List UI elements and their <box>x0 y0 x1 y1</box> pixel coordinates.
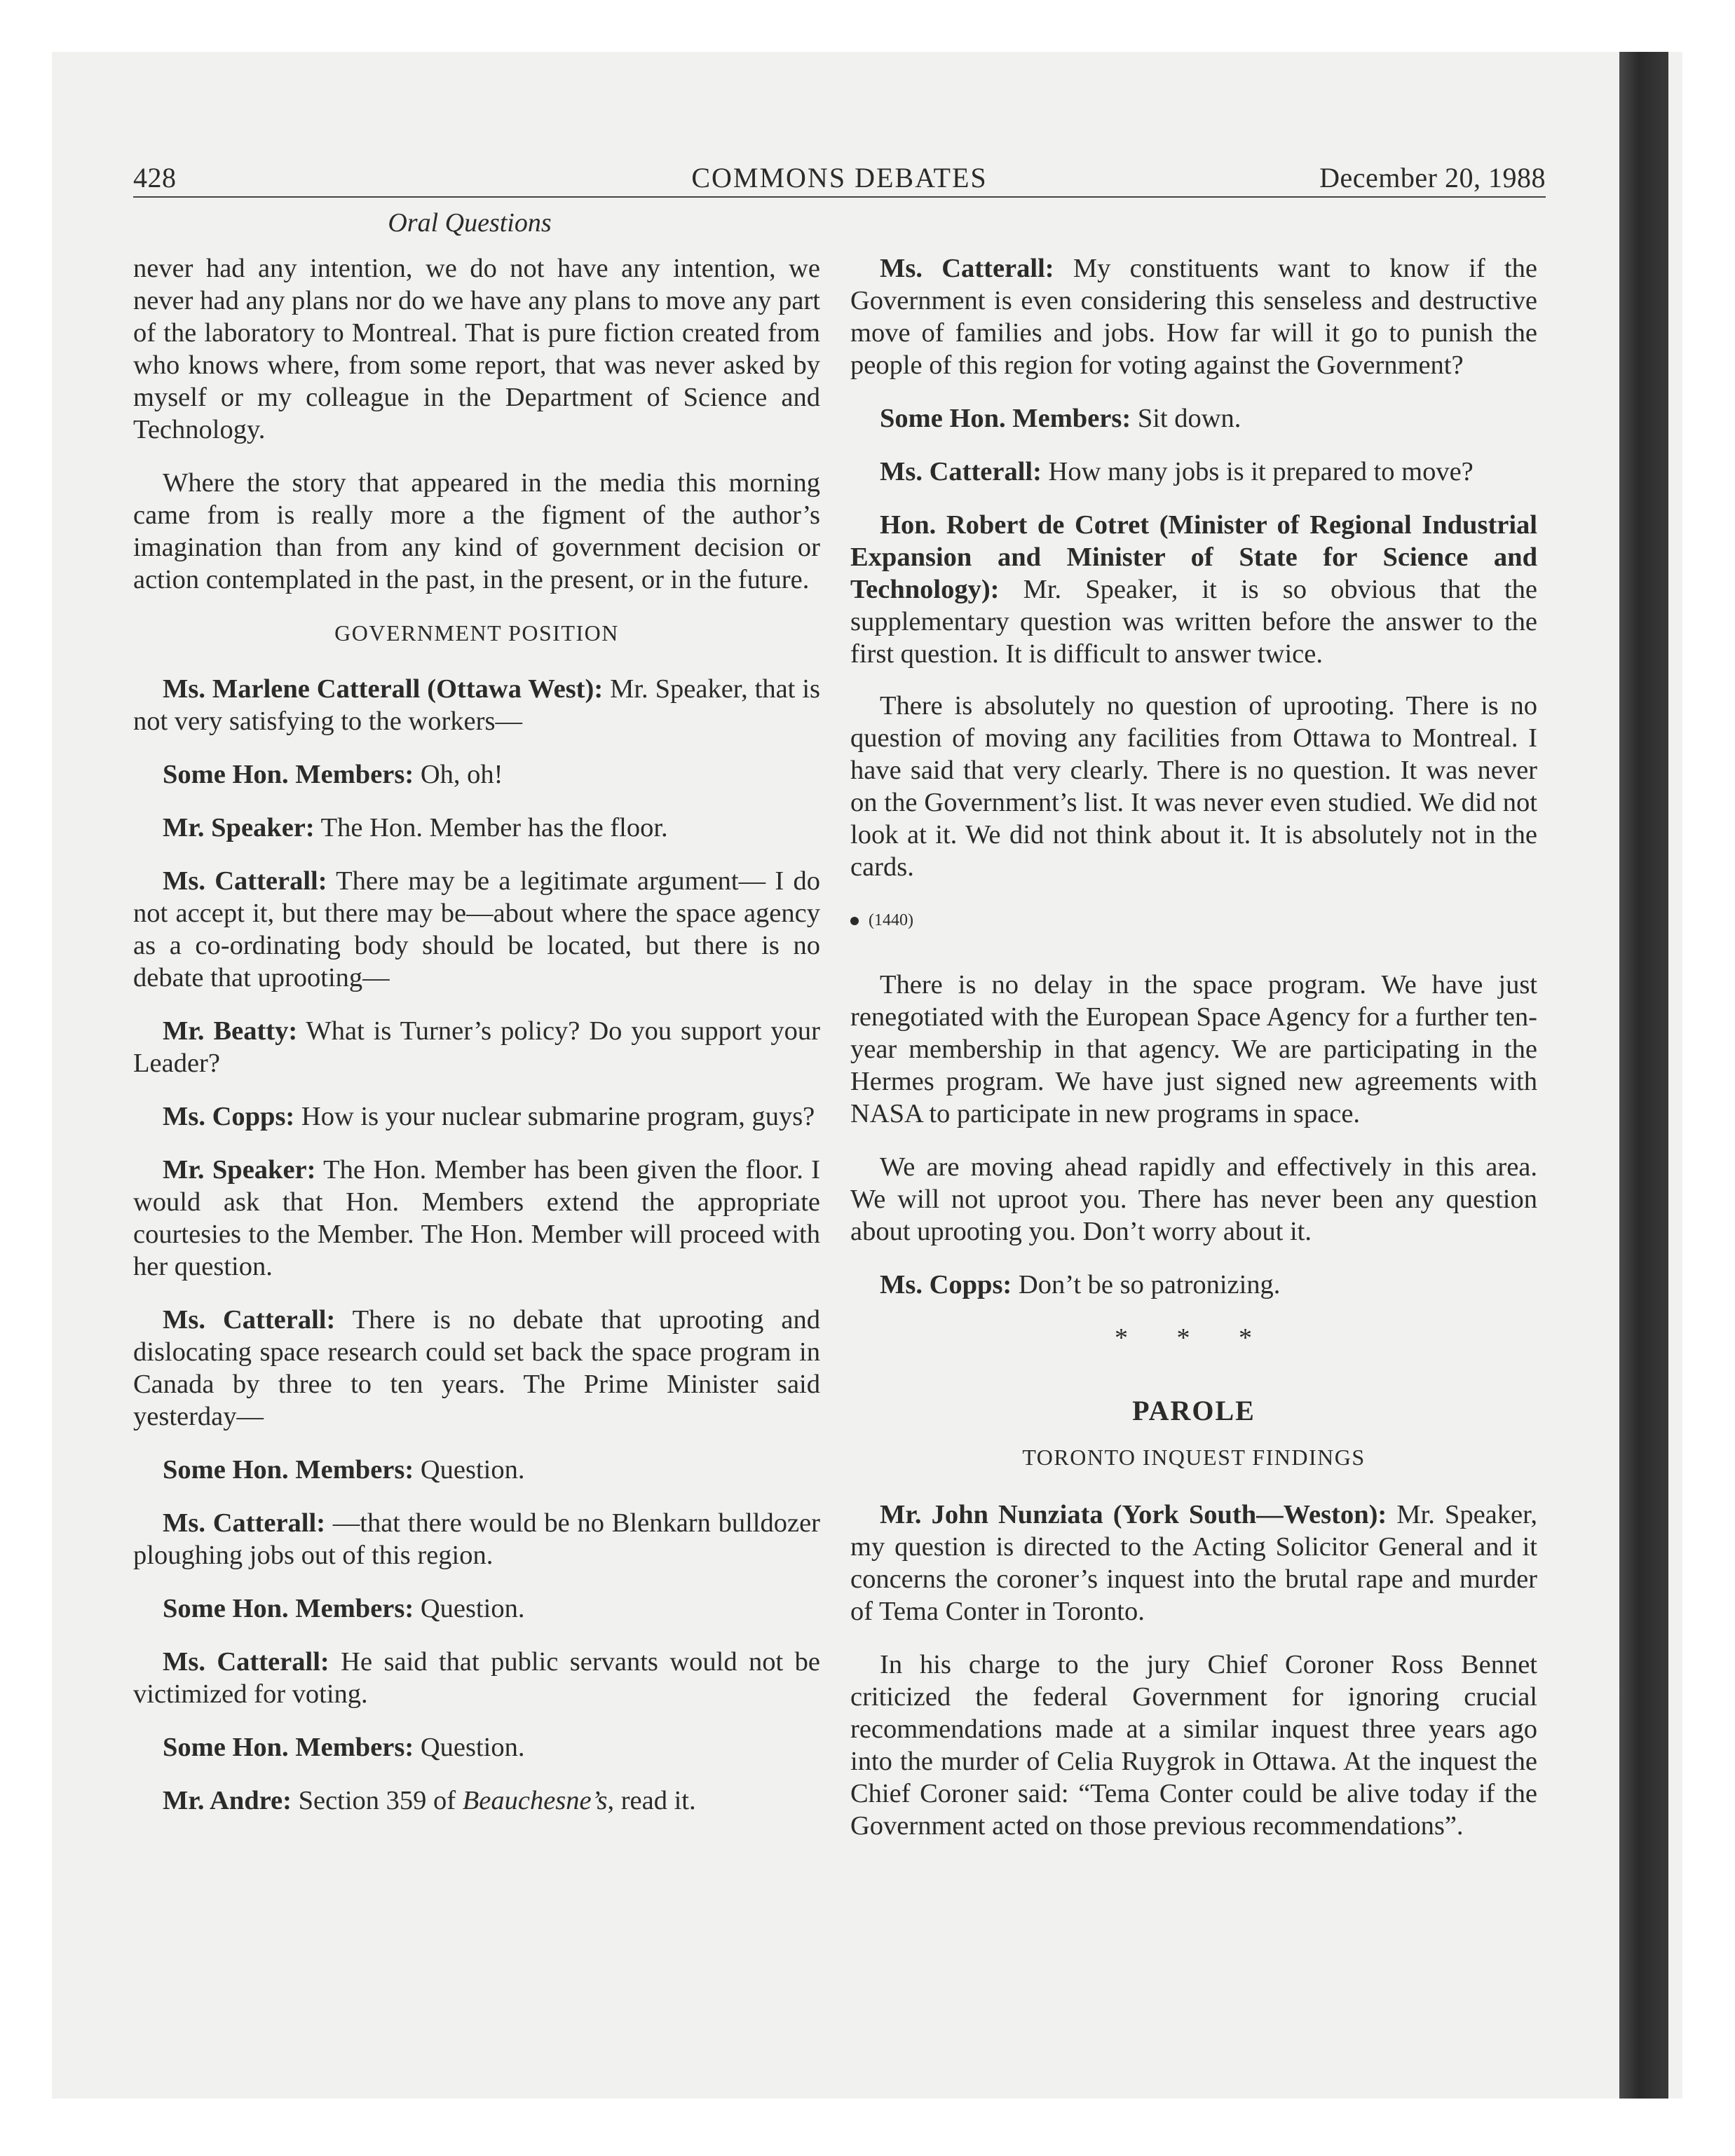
speech <box>850 1269 1537 1301</box>
speaker-name: Mr. Beatty: <box>163 1016 298 1046</box>
speaker-name: Mr. Speaker: <box>163 1155 316 1185</box>
bullet-icon <box>850 917 859 925</box>
speech <box>133 812 820 844</box>
speech-text: My constituents want to know if the Government is even considering this senseless and destructive move of families and jobs. How far will it go to punish the people of this region for voting against the Government? <box>850 254 1537 380</box>
section-separator: * * * <box>1115 1323 1273 1353</box>
speaker-name: Ms. Catterall: <box>880 254 1054 283</box>
speaker-name: Some Hon. Members: <box>163 1733 414 1762</box>
speech <box>133 1100 820 1133</box>
paragraph: We are moving ahead rapidly and effectively in this area. We will not uproot you. There has never been any question about uprooting you. Don’t worry about it. <box>850 1152 1537 1246</box>
paragraph: never had any intention, we do not have any intention, we never had any plans nor do we have any plans to move any part of the laboratory to Montreal. That is pure fiction created from who knows where, from some report, that was never asked by myself or my colleague in the Department of Science and Technology. <box>133 254 820 444</box>
time-marker-text: (1440) <box>869 911 913 929</box>
speech-text: —that there would be no Blenkarn bulldozer ploughing jobs out of this region. <box>133 1508 821 1570</box>
publication-title: COMMONS DEBATES <box>691 162 988 193</box>
speech <box>133 1785 820 1817</box>
speech-text: The Hon. Member has the floor. <box>314 813 668 842</box>
topic-subheading: TORONTO INQUEST FINDINGS <box>1022 1445 1366 1470</box>
paragraph: There is absolutely no question of uprooting. There is no question of moving any facilities from Ottawa to Montreal. I have said that very clearly. There is no question. It was never on the Government’s list. It was never even studied. We did not look at it. We did not think about it. It is absolutely not in the cards. <box>850 691 1537 882</box>
speech-text: How is your nuclear submarine program, guys? <box>294 1102 815 1131</box>
speech-text: There may be a legitimate argument— I do not accept it, but there may be—about where the space agency as a co-ordinating body should be located, but there is no debate that uprooting— <box>133 866 820 992</box>
right-column <box>850 252 1537 1863</box>
speaker-name: Ms. Marlene Catterall (Ottawa West): <box>163 674 604 704</box>
section-heading: GOVERNMENT POSITION <box>334 620 619 646</box>
speech-text: Question. <box>414 1733 525 1762</box>
paragraph: In his charge to the jury Chief Coroner Ross Bennet criticized the federal Government for ignoring crucial recommendations made at a similar inquest three years ago into the murder of Celia Ruygrok in Ottawa. At the inquest the Chief Coroner said: “Tema Conter could be alive today if the Government acted on those previous recommendations”. <box>850 1650 1537 1841</box>
left-column <box>133 252 820 1838</box>
speech <box>850 456 1537 488</box>
page-header <box>133 158 1546 198</box>
speaker-name: Ms. Catterall: <box>880 457 1042 486</box>
speech <box>133 1646 820 1710</box>
paragraph: Where the story that appeared in the media this morning came from is really more a the figment of the author’s imagination than from any kind of government decision or action contemplated in the past, in the present, or in the future. <box>133 468 820 594</box>
speech-text: Oh, oh! <box>414 760 503 789</box>
speaker-name: Mr. John Nunziata (York South—Weston): <box>880 1500 1387 1529</box>
speech-text: Sit down. <box>1131 404 1241 433</box>
speaker-name: Ms. Catterall: <box>163 866 327 896</box>
speaker-name: Ms. Copps: <box>163 1102 295 1131</box>
speaker-name: Some Hon. Members: <box>880 404 1131 433</box>
speech-text: How many jobs is it prepared to move? <box>1041 457 1474 486</box>
speech <box>133 758 820 791</box>
speech <box>850 1499 1537 1628</box>
speaker-name: Ms. Catterall: <box>163 1508 326 1538</box>
speech-text: Mr. Speaker, that is not very satisfying to the workers— <box>133 674 820 736</box>
speaker-name: Mr. Andre: <box>163 1786 292 1815</box>
speech <box>133 1304 820 1433</box>
speech <box>133 865 820 994</box>
speech-text: Mr. Speaker, my question is directed to the Acting Solicitor General and it concerns the coroner’s inquest into the brutal rape and murder of Tema Conter in Toronto. <box>850 1500 1537 1626</box>
speech <box>850 402 1537 435</box>
running-head: Oral Questions <box>388 208 552 238</box>
speaker-name: Ms. Catterall: <box>163 1647 329 1677</box>
speaker-name: Hon. Robert de Cotret (Minister of Regional Industrial Expansion and Minister of State for Science and Technology): <box>850 510 1537 604</box>
speaker-name: Some Hon. Members: <box>163 1455 414 1485</box>
paragraph: There is no delay in the space program. We have just renegotiated with the European Space Agency for a further ten-year membership in that agency. We are participating in the Hermes program. We have just signed new agreements with NASA to participate in new programs in space. <box>850 970 1537 1128</box>
speech <box>133 1154 820 1283</box>
speaker-name: Ms. Copps: <box>880 1270 1012 1299</box>
speech-text: Question. <box>414 1455 525 1485</box>
page-number: 428 <box>133 162 177 193</box>
speech <box>850 509 1537 670</box>
speech-text: He said that public servants would not be victimized for voting. <box>133 1647 820 1709</box>
speaker-name: Some Hon. Members: <box>163 1594 414 1623</box>
speech <box>133 1592 820 1625</box>
speech <box>133 1454 820 1486</box>
speech-text: Don’t be so patronizing. <box>1012 1270 1281 1299</box>
speech-text: The Hon. Member has been given the floor. I would ask that Hon. Members extend the appropriate courtesies to the Member. The Hon. Member will proceed with her question. <box>133 1155 821 1281</box>
time-marker <box>850 904 1537 936</box>
speech-text: , read it. <box>607 1786 696 1815</box>
speech-text: What is Turner’s policy? Do you support your Leader? <box>133 1016 821 1078</box>
speech <box>133 1731 820 1763</box>
speaker-name: Ms. Catterall: <box>163 1305 336 1335</box>
speech <box>850 252 1537 381</box>
speech <box>133 1507 820 1571</box>
speech-text: Question. <box>414 1594 525 1623</box>
cited-work: Beauchesne’s <box>462 1786 608 1815</box>
speech-text: There is no debate that uprooting and dislocating space research could set back the space program in Canada by three to ten years. The Prime Minister said yesterday— <box>133 1305 820 1431</box>
speech-text: Section 359 of <box>291 1786 463 1815</box>
topic-heading: PAROLE <box>1132 1395 1256 1426</box>
speaker-name: Mr. Speaker: <box>163 813 315 842</box>
speech <box>133 673 820 737</box>
speech <box>133 1015 820 1079</box>
speech-text: Mr. Speaker, it is so obvious that the supplementary question was written before the answer to the first question. It is difficult to answer twice. <box>850 575 1537 669</box>
speaker-name: Some Hon. Members: <box>163 760 414 789</box>
publication-date: December 20, 1988 <box>1319 162 1546 193</box>
